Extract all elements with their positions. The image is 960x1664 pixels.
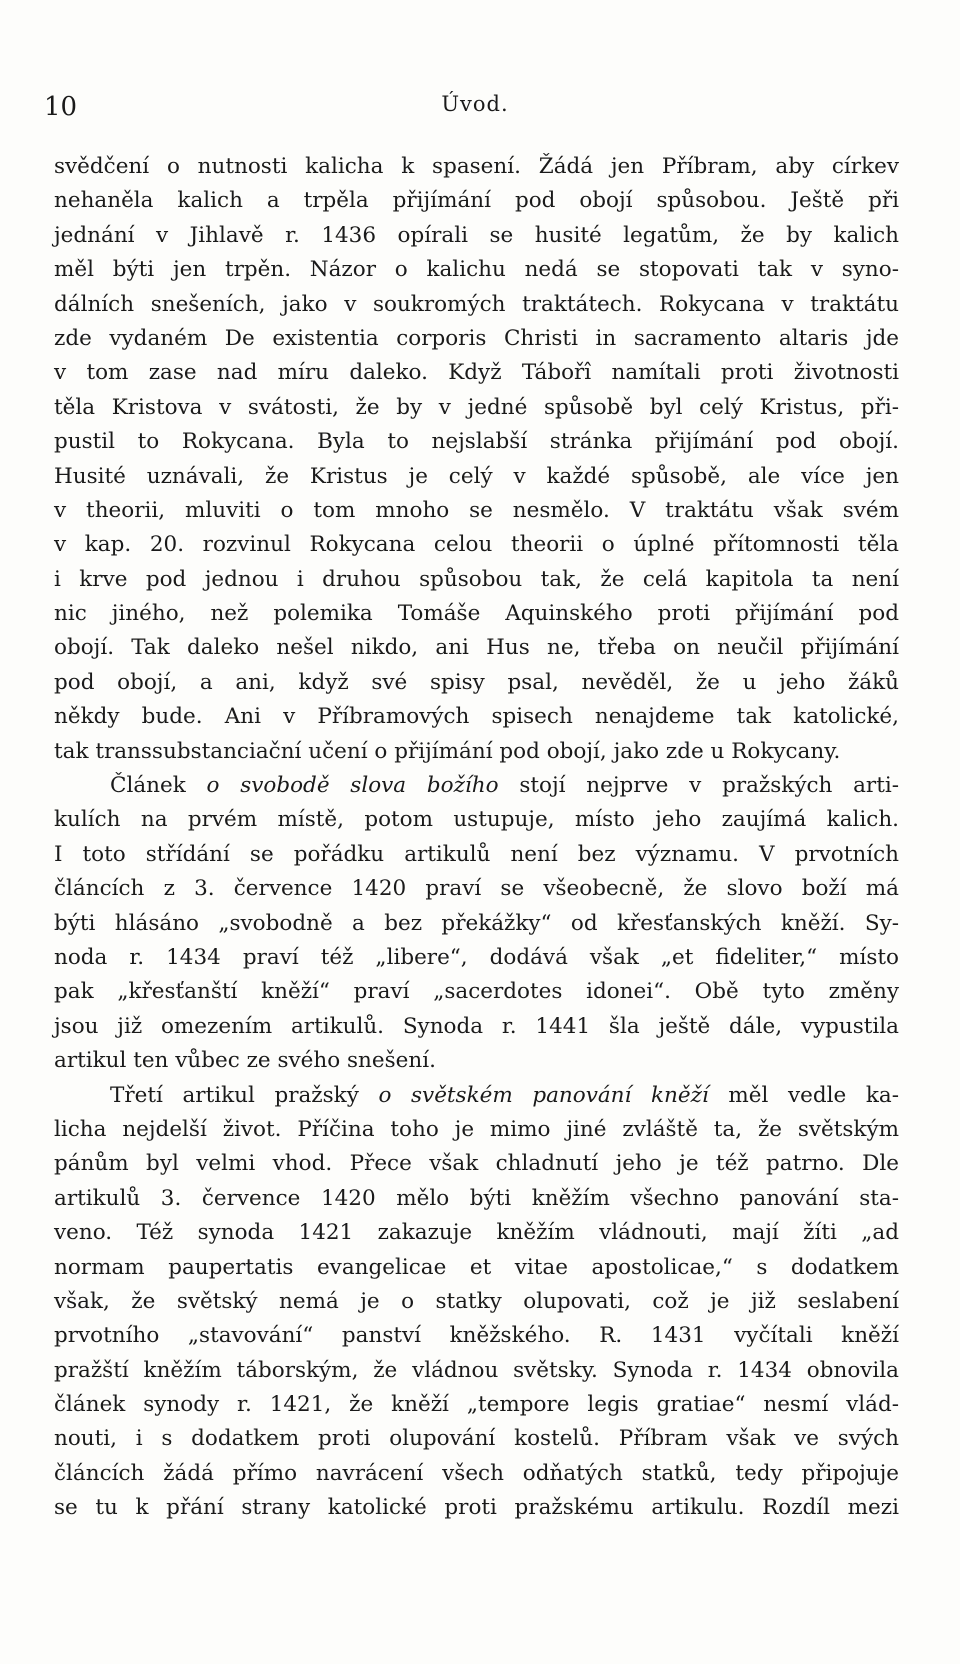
body-text	[54, 150, 899, 1526]
text-line: těla Kristova v svátosti, že by v jedné spůsobě byl celý Kristus, při-	[54, 394, 899, 420]
page-number: 10	[44, 92, 78, 122]
text-line: v tom zase nad míru daleko. Když Tábořî namítali proti životnosti	[54, 360, 899, 386]
text-line: článcích z 3. července 1420 praví se všeobecně, že slovo boží má	[54, 876, 899, 902]
text-line: článek synody r. 1421, že kněží „tempore legis gratiae“ nesmí vlád-	[54, 1392, 899, 1418]
text-line: veno. Též synoda 1421 zakazuje kněžím vládnouti, mají žíti „ad	[54, 1220, 899, 1246]
text-line: normam paupertatis evangelicae et vitae apostolicae,“ s dodatkem	[54, 1254, 899, 1280]
text-line: prvotního „stavování“ panství kněžského. R. 1431 vyčítali kněží	[54, 1323, 899, 1349]
text-line: tak transsubstanciační učení o přijímání pod obojí, jako zde u Rokycany.	[54, 738, 841, 764]
text-line: pod obojí, a ani, když své spisy psal, nevěděl, že u jeho žáků	[54, 669, 899, 695]
text-line	[54, 1079, 899, 1113]
text-line: v kap. 20. rozvinul Rokycana celou theorii o úplné přítomnosti těla	[54, 532, 899, 558]
running-head: Úvod.	[441, 92, 509, 116]
text-line: se tu k přání strany katolické proti pražskému artikulu. Rozdíl mezi	[54, 1495, 899, 1521]
text-line: nouti, i s dodatkem proti olupování kostelů. Příbram však ve svých	[54, 1426, 899, 1452]
text-line: pustil to Rokycana. Byla to nejslabší stránka přijímání pod obojí.	[54, 429, 899, 455]
line-text: Třetí artikul pražský	[110, 1082, 379, 1108]
text-line: I toto střídání se pořádku artikulů není bez významu. V prvotních	[54, 841, 899, 867]
text-line: nic jiného, než polemika Tomáše Aquinského proti přijímání pod	[54, 601, 899, 627]
text-line: nehaněla kalich a trpěla přijímání pod obojí spůsobou. Ještě při	[54, 188, 899, 214]
text-line: měl býti jen trpěn. Názor o kalichu nedá se stopovati tak v syno-	[54, 257, 899, 283]
text-line: jednání v Jihlavě r. 1436 opírali se husité legatům, že by kalich	[54, 222, 899, 248]
text-line: někdy bude. Ani v Příbramových spisech nenajdeme tak katolické,	[54, 704, 899, 730]
text-line: článcích žádá přímo navrácení všech odňatých statků, tedy připojuje	[54, 1460, 899, 1486]
text-line: býti hlásáno „svobodně a bez překážky“ od křesťanských kněží. Sy-	[54, 910, 899, 936]
text-line: zde vydaném De existentia corporis Christi in sacramento altaris jde	[54, 325, 899, 351]
italic-phrase: o světském panování kněží	[378, 1082, 709, 1108]
text-line: artikul ten vůbec ze svého snešení.	[54, 1048, 436, 1074]
text-line	[54, 769, 899, 803]
italic-phrase: o svobodě slova božího	[206, 773, 499, 799]
text-line: i krve pod jednou i druhou spůsobou tak, že celá kapitola ta není	[54, 566, 899, 592]
text-line: pražští kněžím táborským, že vládnou světsky. Synoda r. 1434 obnovila	[54, 1357, 899, 1383]
text-line: obojí. Tak daleko nešel nikdo, ani Hus ne, třeba on neučil přijímání	[54, 635, 899, 661]
text-line: dálních snešeních, jako v soukromých traktátech. Rokycana v traktátu	[54, 291, 899, 317]
page-header	[44, 92, 906, 132]
text-line: Husité uznávali, že Kristus je celý v každé spůsobě, ale více jen	[54, 463, 899, 489]
text-line: pak „křesťanští kněží“ praví „sacerdotes idonei“. Obě tyto změny	[54, 979, 899, 1005]
line-text: stojí nejprve v pražských arti-	[498, 773, 899, 799]
text-line: noda r. 1434 praví též „libere“, dodává však „et fideliter,“ místo	[54, 944, 899, 970]
text-line: licha nejdelší život. Příčina toho je mimo jiné zvláště ta, že světským	[54, 1116, 899, 1142]
text-line: svědčení o nutnosti kalicha k spasení. Žádá jen Příbram, aby církev	[54, 154, 899, 179]
text-line: jsou již omezením artikulů. Synoda r. 1441 šla ještě dále, vypustila	[54, 1013, 899, 1039]
text-line: artikulů 3. července 1420 mělo býti kněžím všechno panování sta-	[54, 1185, 899, 1211]
text-line: pánům byl velmi vhod. Přece však chladnutí jeho je též patrno. Dle	[54, 1151, 899, 1177]
text-line: v theorii, mluviti o tom mnoho se nesmělo. V traktátu však svém	[54, 497, 899, 523]
line-text: Článek	[110, 773, 207, 799]
text-line: kulích na prvém místě, potom ustupuje, místo jeho zaujímá kalich.	[54, 807, 899, 833]
text-line: však, že světský nemá je o statky olupovati, což je již seslabení	[54, 1288, 899, 1314]
line-text: měl vedle ka-	[708, 1082, 899, 1108]
